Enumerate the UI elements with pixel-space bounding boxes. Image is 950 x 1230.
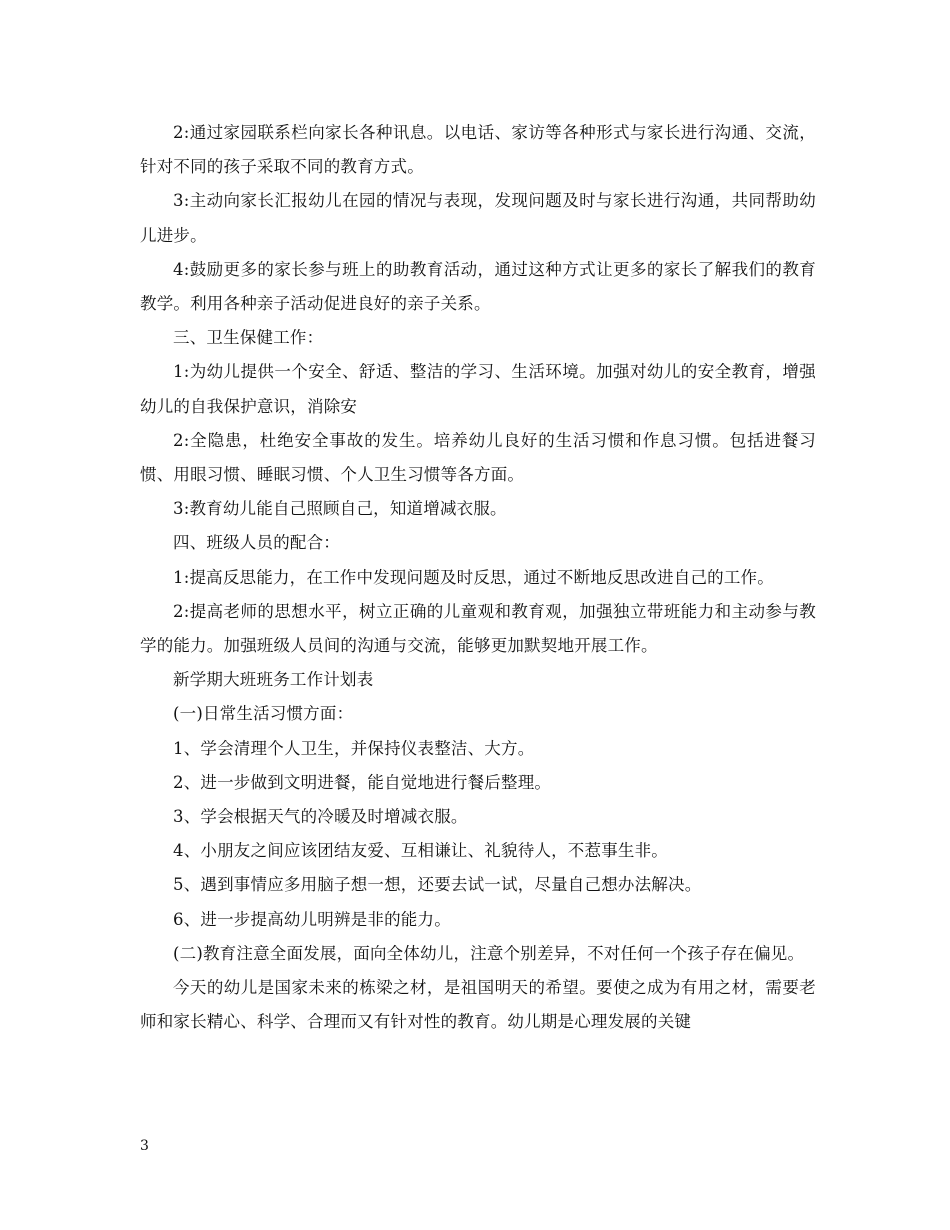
section-heading: 三、卫生保健工作： [173, 328, 324, 348]
list-item: 4、小朋友之间应该团结友爱、互相谦让、礼貌待人，不惹事生非。 [173, 841, 668, 861]
paragraph: 1:为幼儿提供一个安全、舒适、整洁的学习、生活环境。加强对幼儿的安全教育，增强幼儿的自我保护意识，消除安 [140, 362, 816, 416]
page-number: 3 [140, 1138, 149, 1154]
list-item: 2、进一步做到文明进餐，能自觉地进行餐后整理。 [173, 772, 552, 792]
list-item: 3、学会根据天气的冷暖及时增减衣服。 [173, 807, 468, 827]
document-body [140, 116, 816, 1039]
paragraph: 3:教育幼儿能自己照顾自己，知道增减衣服。 [173, 499, 507, 519]
subsection-heading: (二)教育注意全面发展，面向全体幼儿，注意个别差异，不对任何一个孩子存在偏见。 [173, 943, 805, 963]
paragraph: 4:鼓励更多的家长参与班上的助教育活动，通过这种方式让更多的家长了解我们的教育教学。利用各种亲子活动促进良好的亲子关系。 [140, 259, 816, 314]
paragraph: 今天的幼儿是国家未来的栋梁之材，是祖国明天的希望。要使之成为有用之材，需要老师和家长精心、科学、合理而又有针对性的教育。幼儿期是心理发展的关键 [140, 978, 816, 1032]
paragraph: 3:主动向家长汇报幼儿在园的情况与表现，发现问题及时与家长进行沟通，共同帮助幼儿进步。 [140, 191, 816, 245]
paragraph: 2:通过家园联系栏向家长各种讯息。以电话、家访等各种形式与家长进行沟通、交流，针对不同的孩子采取不同的教育方式。 [140, 123, 816, 177]
paragraph: 2:提高老师的思想水平，树立正确的儿童观和教育观，加强独立带班能力和主动参与教学的能力。加强班级人员间的沟通与交流，能够更加默契地开展工作。 [140, 601, 816, 656]
list-item: 6、进一步提高幼儿明辨是非的能力。 [173, 909, 451, 929]
list-item: 5、遇到事情应多用脑子想一想，还要去试一试，尽量自己想办法解决。 [173, 875, 702, 895]
subsection-heading: (一)日常生活习惯方面： [173, 704, 354, 724]
paragraph: 2:全隐患，杜绝安全事故的发生。培养幼儿良好的生活习惯和作息习惯。包括进餐习惯、用眼习惯、睡眠习惯、个人卫生习惯等各方面。 [140, 430, 816, 485]
list-item: 1、学会清理个人卫生，并保持仪表整洁、大方。 [173, 738, 535, 758]
section-heading: 新学期大班班务工作计划表 [173, 670, 374, 690]
paragraph: 1:提高反思能力，在工作中发现问题及时反思，通过不断地反思改进自己的工作。 [173, 567, 774, 587]
section-heading: 四、班级人员的配合： [173, 533, 340, 553]
